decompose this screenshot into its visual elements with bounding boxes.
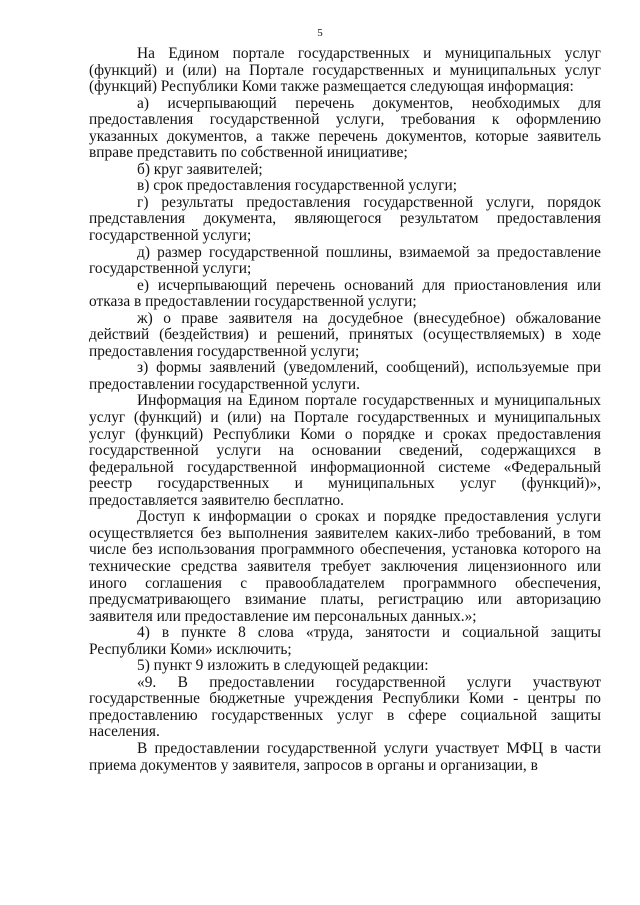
paragraph-access: Доступ к информации о сроках и порядке предоставления услуги осуществляется без выполнения заявителем каких-либо требований, в том числе без использования программного обеспечения, установка которого на технические средства заявителя требует заключения лицензионного или иного соглашения с правообладателем программного обеспечения, предусматривающего взимание платы, регистрацию или авторизацию заявителя или предоставление им персональных данных.»; (89, 508, 601, 625)
amendment-item-5: 5) пункт 9 изложить в следующей редакции: (137, 657, 429, 675)
paragraph-point-9: «9. В предоставлении государственной услуги участвуют государственные бюджетные учреждения Республики Коми - центры по предоставлению государственных услуг в сфере социальной защиты населения. (89, 673, 601, 741)
amendment-item-4: 4) в пункте 8 слова «труда, занятости и социальной защиты Республики Коми» исключить; (89, 624, 601, 658)
list-item-zh: ж) о праве заявителя на досудебное (внесудебное) обжалование действий (бездействия) и решений, принятых (осуществляемых) в ходе предоставления государственной услуги; (89, 309, 601, 360)
list-item-z: з) формы заявлений (уведомлений, сообщений), используемые при предоставлении государственной услуги. (89, 359, 601, 393)
document-body (89, 46, 601, 774)
list-item-b: б) круг заявителей; (137, 160, 263, 178)
paragraph-free-info: Информация на Едином портале государственных и муниципальных услуг (функций) и (или) на Портале государственных и муниципальных услуг (функций) Республики Коми о порядке и сроках предоставления государственной услуги на основании сведений, содержащихся в федеральной государственной информационной системе «Федеральный реестр государственных и муниципальных услуг (функций)», предоставляется заявителю бесплатно. (89, 392, 601, 509)
paragraph-portal-info: На Едином портале государственных и муниципальных услуг (функций) и (или) на Портале государственных и муниципальных услуг (функций) Республики Коми также размещается следующая информация: (89, 45, 601, 96)
paragraph-mfc: В предоставлении государственной услуги участвует МФЦ в части приема документов у заявителя, запросов в органы и организации, в (89, 739, 601, 774)
list-item-v: в) срок предоставления государственной услуги; (137, 177, 458, 195)
list-item-d: д) размер государственной пошлины, взимаемой за предоставление государственной услуги; (89, 243, 601, 278)
list-item-a: а) исчерпывающий перечень документов, необходимых для предоставления государственной услуги, требования к оформлению указанных документов, а также перечень документов, которые заявитель вправе представить по собственной инициативе; (89, 94, 601, 162)
list-item-e: е) исчерпывающий перечень оснований для приостановления или отказа в предоставлении государственной услуги; (89, 276, 601, 311)
list-item-g: г) результаты предоставления государственной услуги, порядок представления документа, являющегося результатом предоставления государственной услуги; (89, 193, 601, 245)
page-number: 5 (317, 27, 323, 39)
